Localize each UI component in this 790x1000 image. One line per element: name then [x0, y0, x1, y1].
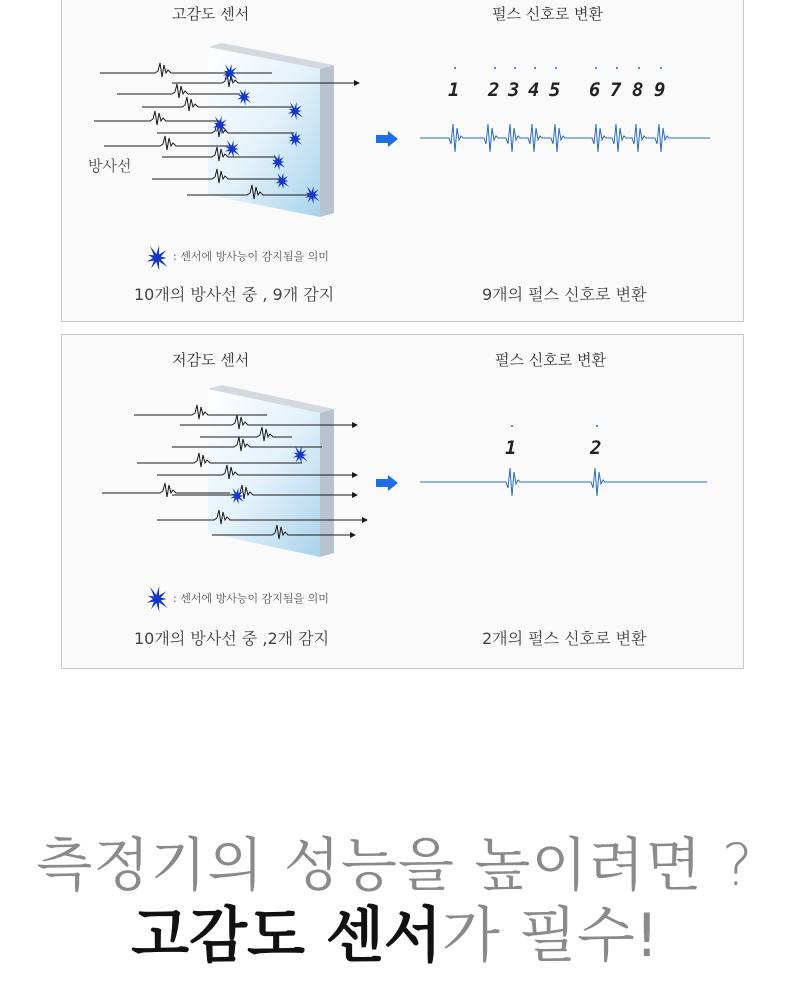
pulse-title: 펄스 신호로 변환: [495, 351, 606, 369]
pulse-marker-dot: [616, 67, 618, 69]
pulse-number: 3: [508, 79, 520, 101]
radiation-label: 방사선: [88, 157, 132, 175]
pulse-number: 9: [654, 79, 666, 101]
ray-arrowhead: [352, 422, 358, 428]
pulse-signal-line: [420, 124, 710, 152]
pulse-marker-dot: [595, 67, 597, 69]
legend-text: : 센서에 방사능이 감지됨을 의미: [173, 250, 329, 263]
pulse-marker-dot: [660, 67, 662, 69]
caption-pulses: 9개의 펄스 신호로 변환: [482, 285, 647, 304]
headline-suffix: 가 필수!: [441, 901, 659, 971]
pulse-number: 7: [610, 79, 622, 101]
pulse-number: 2: [488, 79, 500, 101]
ray-arrowhead: [352, 472, 358, 478]
caption-detected: 10개의 방사선 중 ,2개 감지: [134, 629, 330, 648]
pulse-number: 1: [505, 437, 517, 459]
pulse-title: 펄스 신호로 변환: [492, 5, 603, 23]
convert-arrow: [376, 475, 398, 491]
sensor-diagram: [62, 335, 745, 670]
legend-text: : 센서에 방사능이 감지됨을 의미: [173, 592, 329, 605]
convert-arrow: [376, 131, 398, 147]
ray-arrowhead: [362, 517, 368, 523]
pulse-number: 1: [448, 79, 460, 101]
pulse-marker-dot: [596, 425, 598, 427]
burst-shape: [147, 586, 168, 612]
radiation-ray: [94, 111, 220, 125]
ray-arrowhead: [354, 80, 360, 86]
ray-arrowhead: [352, 492, 358, 498]
pulse-signal-line: [420, 468, 707, 496]
pulse-number: 6: [589, 79, 601, 101]
caption-detected: 10개의 방사선 중 , 9개 감지: [134, 285, 335, 304]
pulse-number: 2: [590, 437, 602, 459]
sensor-diagram: [62, 0, 745, 323]
pulse-marker-dot: [534, 67, 536, 69]
ray-arrowhead: [350, 532, 356, 538]
legend-burst-icon: [147, 245, 168, 271]
sensor-title: 저감도 센서: [172, 351, 250, 369]
pulse-marker-dot: [638, 67, 640, 69]
headline-question: 측정기의 성능을 높이려면 ?: [36, 831, 754, 899]
pulse-marker-dot: [555, 67, 557, 69]
pulse-marker-dot: [514, 67, 516, 69]
pulse-marker-dot: [454, 67, 456, 69]
burst-shape: [147, 245, 168, 271]
pulse-marker-dot: [494, 67, 496, 69]
caption-pulses: 2개의 펄스 신호로 변환: [482, 629, 647, 648]
pulse-number: 4: [528, 79, 540, 101]
pulse-number: 5: [549, 79, 561, 101]
pulse-marker-dot: [511, 425, 513, 427]
sensor-title: 고감도 센서: [172, 5, 250, 23]
headline-answer: [0, 888, 790, 974]
legend-burst-icon: [147, 586, 168, 612]
high-sensitivity-panel: [61, 0, 744, 322]
headline-emphasis: 고감도 센서: [131, 901, 442, 971]
low-sensitivity-panel: [61, 334, 744, 669]
pulse-number: 8: [632, 79, 644, 101]
sensor-side-face: [320, 65, 334, 217]
